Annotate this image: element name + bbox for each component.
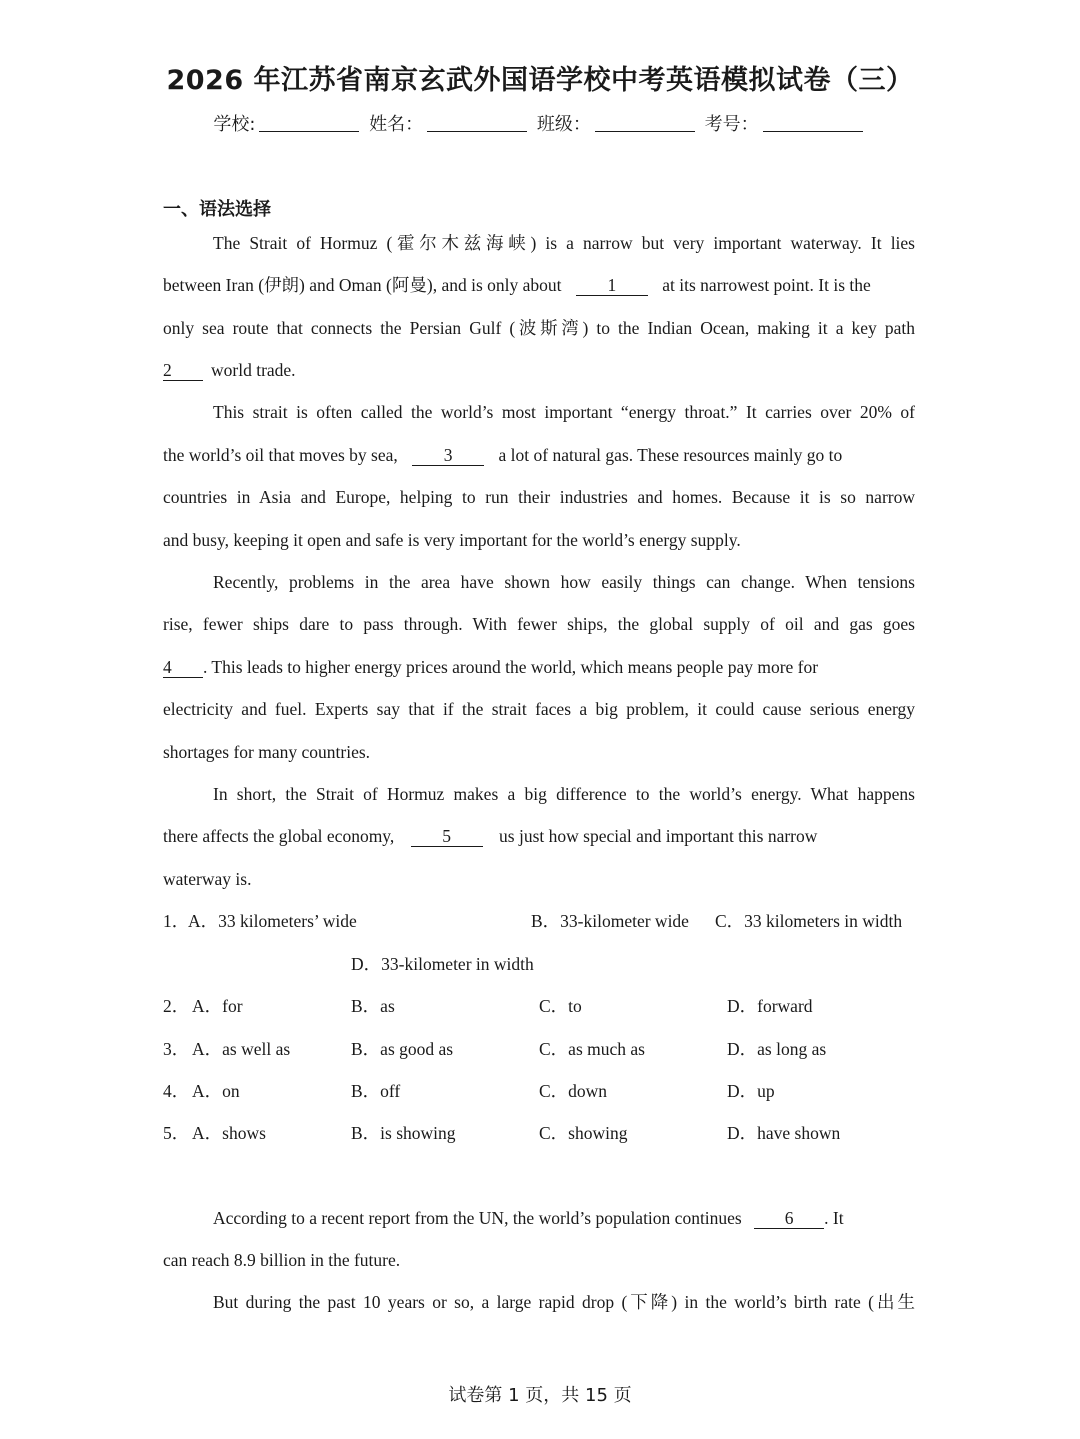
option-b: B．is showing <box>351 1123 456 1143</box>
question-number: 4． <box>163 1081 190 1101</box>
passage-line: only sea route that connects the Persian Gulf (波斯湾) to the Indian Ocean, making it a key path <box>163 318 915 338</box>
option-c: C．down <box>539 1081 608 1101</box>
passage-line: can reach 8.9 billion in the future. <box>163 1250 401 1270</box>
passage-line: According to a recent report from the UN, the world’s population continues 6 . It <box>213 1208 844 1228</box>
passage-line: rise, fewer ships dare to pass through. With fewer ships, the global supply of oil and gas goes <box>163 614 915 634</box>
passage-line: shortages for many countries. <box>163 742 371 762</box>
student-info-fields <box>0 110 1080 136</box>
passage-line: But during the past 10 years or so, a large rapid drop (下降) in the world’s birth rate (出生 <box>213 1292 915 1312</box>
class-field <box>595 111 695 132</box>
option-d: D．up <box>727 1081 775 1101</box>
blank-3: 3 <box>412 445 484 466</box>
blank-5: 5 <box>411 826 483 847</box>
passage-line: 4 . This leads to higher energy prices around the world, which means people pay more for <box>163 657 819 677</box>
passage-line: countries in Asia and Europe, helping to run their industries and homes. Because it is so narrow <box>163 487 915 507</box>
option-c: C．to <box>539 996 582 1016</box>
passage-line: and busy, keeping it open and safe is very important for the world’s energy supply. <box>163 530 741 550</box>
passage-line: electricity and fuel. Experts say that if the strait faces a big problem, it could cause serious energy <box>163 699 915 719</box>
blank-6: 6 <box>754 1208 824 1229</box>
blank-2: 2 <box>163 360 203 381</box>
blank-1: 1 <box>576 275 648 296</box>
name-field <box>427 111 527 132</box>
option-c: C．33 kilometers in width <box>715 911 903 931</box>
question-number: 5． <box>163 1123 190 1143</box>
option-b: B．off <box>351 1081 401 1101</box>
passage-line: In short, the Strait of Hormuz makes a big difference to the world’s energy. What happens <box>213 784 915 804</box>
option-d: D．33-kilometer in width <box>351 954 534 974</box>
option-c: C．showing <box>539 1123 628 1143</box>
option-b: B．as <box>351 996 395 1016</box>
school-field <box>259 111 359 132</box>
class-label: 班级： <box>536 114 591 135</box>
option-c: C．as much as <box>539 1039 645 1059</box>
exam-number-field <box>763 111 863 132</box>
question-number: 1． <box>163 911 190 931</box>
option-b: B．as good as <box>351 1039 454 1059</box>
blank-4: 4 <box>163 657 203 678</box>
option-a: A．shows <box>192 1123 266 1143</box>
option-d: D．forward <box>727 996 813 1016</box>
page-footer: 试卷第 1 页，共 15 页 <box>448 1385 632 1406</box>
school-label: 学校: <box>213 114 256 135</box>
option-a: A．on <box>192 1081 240 1101</box>
name-label: 姓名： <box>369 114 424 135</box>
option-a: A．as well as <box>192 1039 291 1059</box>
passage-line: 2 world trade. <box>163 360 296 380</box>
passage-line: waterway is. <box>163 869 252 889</box>
passage-line: The Strait of Hormuz (霍尔木兹海峡) is a narrow but very important waterway. It lies <box>213 233 915 253</box>
passage-line: there affects the global economy, 5 us just how special and important this narrow <box>163 826 818 846</box>
passage-line: This strait is often called the world’s most important “energy throat.” It carries over 20% of <box>213 402 915 422</box>
option-a: A．33 kilometers’ wide <box>188 911 357 931</box>
question-number: 2． <box>163 996 190 1016</box>
passage-line: Recently, problems in the area have shown how easily things can change. When tensions <box>213 572 915 592</box>
option-d: D．have shown <box>727 1123 841 1143</box>
section-title: 一、语法选择 <box>163 199 271 220</box>
option-a: A．for <box>192 996 243 1016</box>
passage-line: between Iran (伊朗) and Oman (阿曼), and is only about 1 at its narrowest point. It is the <box>163 275 871 295</box>
option-b: B．33-kilometer wide <box>531 911 689 931</box>
exam-number-label: 考号： <box>704 114 759 135</box>
page-title: 2026 年江苏省南京玄武外国语学校中考英语模拟试卷（三） <box>166 65 914 96</box>
passage-line: the world’s oil that moves by sea, 3 a lot of natural gas. These resources mainly go to <box>163 445 843 465</box>
question-number: 3． <box>163 1039 190 1059</box>
option-d: D．as long as <box>727 1039 827 1059</box>
